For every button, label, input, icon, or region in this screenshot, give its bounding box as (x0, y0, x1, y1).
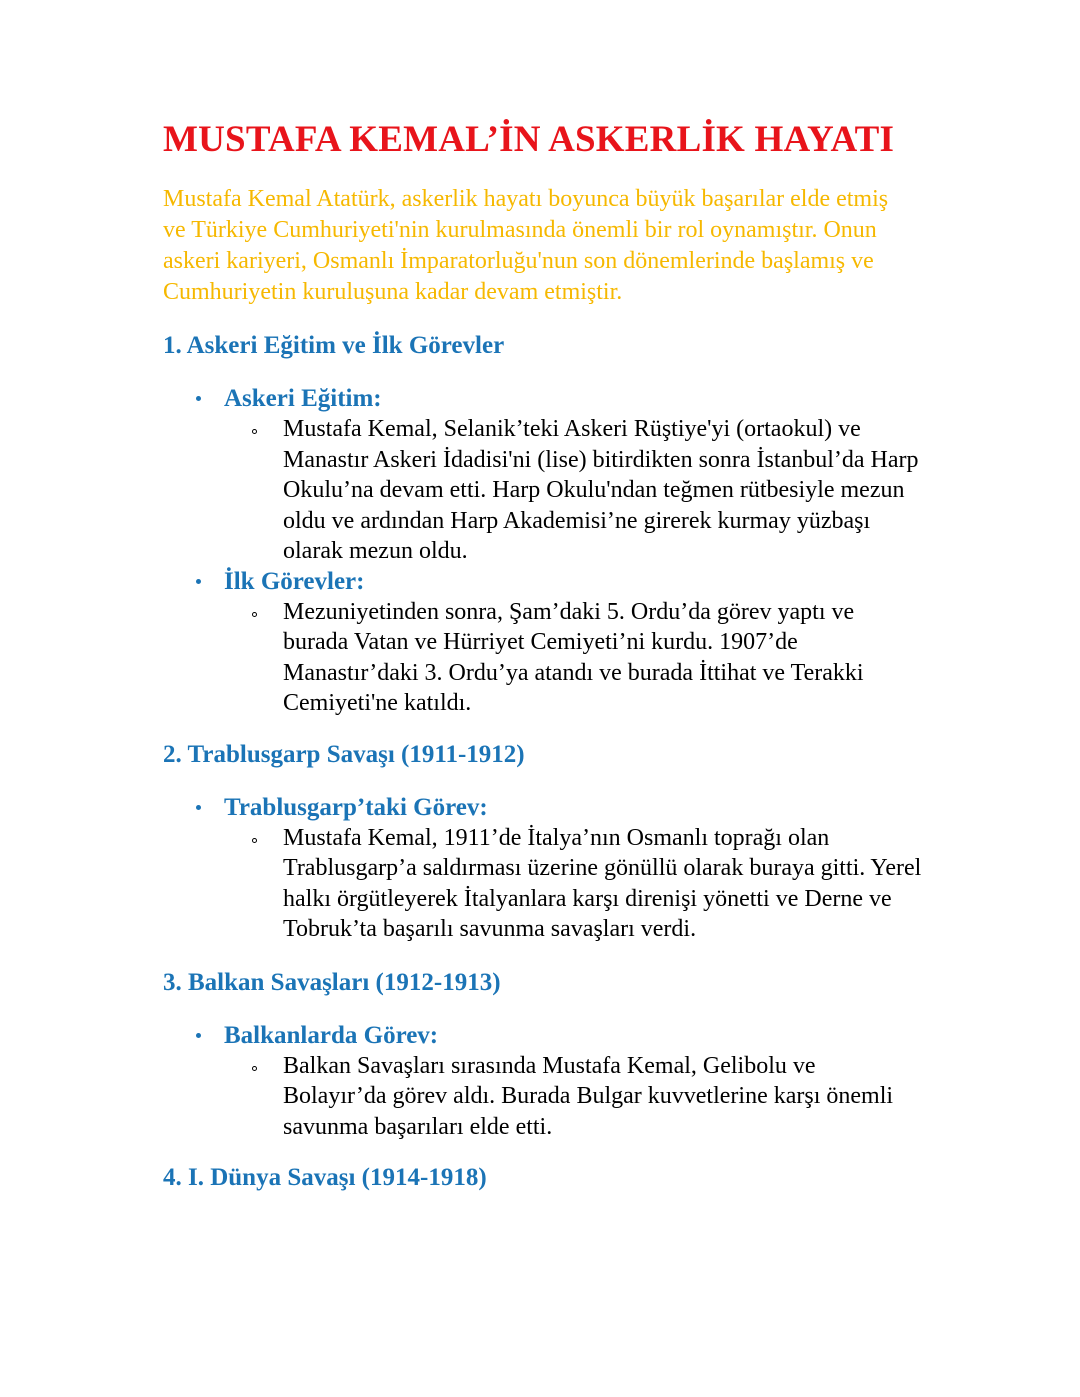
section-heading-4: 4. I. Dünya Savaşı (1914-1918) (163, 1164, 487, 1191)
bullet-icon (196, 1033, 201, 1038)
list-item (163, 793, 923, 945)
item-title: Balkanlarda Görev: (224, 1021, 439, 1049)
intro-paragraph: Mustafa Kemal Atatürk, askerlik hayatı boyunca büyük başarılar elde etmiş ve Türkiye Cumhuriyeti'nin kurulmasında önemli bir rol oynamıştır. Onun askeri kariyeri, Osmanlı İmparatorluğu'nun son dönemlerinde başlamış ve Cumhuriyetin kuruluşuna kadar devam etmiştir. (163, 186, 889, 305)
item-text: Mustafa Kemal, 1911’de İtalya’nın Osmanlı toprağı olan Trablusgarp’a saldırması üzerine gönüllü olarak buraya gitti. Yerel halkı örgütleyerek İtalyanlara karşı direnişi yönetti ve Derne ve Tobruk’ta başarılı savunma savaşları verdi. (283, 824, 922, 942)
bullet-icon (196, 805, 201, 810)
section-3-list (163, 1021, 923, 1143)
sub-item (163, 597, 923, 719)
circle-bullet-icon (252, 1066, 257, 1071)
list-item (163, 567, 923, 719)
item-text: Mustafa Kemal, Selanik’teki Askeri Rüştiye'yi (ortaokul) ve Manastır Askeri İdadisi'ni (lise) bitirdikten sonra İstanbul’da Harp Okulu’na devam etti. Harp Okulu'ndan teğmen rütbesiyle mezun oldu ve ardından Harp Akademisi’ne girerek kurmay yüzbaşı olarak mezun oldu. (283, 416, 919, 564)
bullet-icon (196, 396, 201, 401)
item-text: Balkan Savaşları sırasında Mustafa Kemal, Gelibolu ve Bolayır’da görev aldı. Burada Bulgar kuvvetlerine karşı önemli savunma başarıları elde etti. (283, 1052, 894, 1140)
document-page (163, 118, 923, 1193)
section-heading-2: 2. Trablusgarp Savaşı (1911-1912) (163, 740, 525, 768)
circle-bullet-icon (252, 429, 257, 434)
sub-item (163, 414, 923, 567)
page-title: MUSTAFA KEMAL’İN ASKERLİK HAYATI (163, 119, 895, 160)
circle-bullet-icon (252, 612, 257, 617)
section-heading-3: 3. Balkan Savaşları (1912-1913) (163, 968, 501, 996)
list-item (163, 1021, 923, 1143)
bullet-icon (196, 579, 201, 584)
list-item (163, 384, 923, 567)
sub-item (163, 823, 923, 945)
item-title: Askeri Eğitim: (224, 385, 382, 412)
item-title: İlk Görevler: (224, 567, 365, 595)
section-heading-1: 1. Askeri Eğitim ve İlk Görevler (163, 332, 505, 359)
section-1-list (163, 384, 923, 719)
item-title: Trablusgarp’taki Görev: (224, 793, 488, 821)
circle-bullet-icon (252, 838, 257, 843)
sub-item (163, 1051, 923, 1143)
section-2-list (163, 793, 923, 945)
item-text: Mezuniyetinden sonra, Şam’daki 5. Ordu’da görev yaptı ve burada Vatan ve Hürriyet Cemiyeti’ni kurdu. 1907’de Manastır’daki 3. Ordu’ya atandı ve burada İttihat ve Terakki Cemiyeti'ne katıldı. (283, 598, 864, 716)
